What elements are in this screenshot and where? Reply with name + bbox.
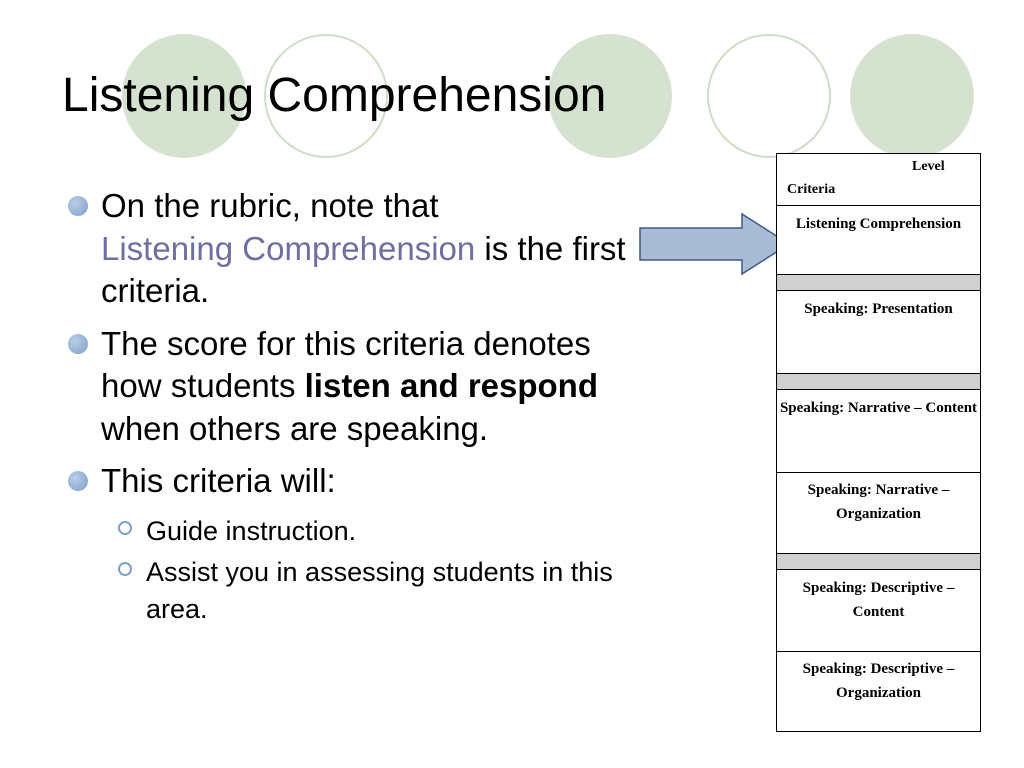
- highlight-text: Listening Comprehension: [101, 229, 476, 267]
- rubric-table: [776, 153, 981, 732]
- rubric-row: Speaking: Narrative – Content: [779, 400, 978, 416]
- table-separator: [777, 553, 980, 570]
- bullet-item: [68, 323, 658, 451]
- bullet-dot-icon: [68, 196, 88, 216]
- hollow-bullet-icon: [118, 562, 132, 576]
- sub-bullet-item: [68, 554, 658, 628]
- bold-text: listen and respond: [304, 367, 598, 404]
- decor-circle-5: [850, 34, 974, 158]
- rubric-row: Speaking: Descriptive – Content: [802, 580, 955, 620]
- rubric-row: Speaking: Descriptive – Organization: [802, 661, 955, 701]
- bullet-item: [68, 185, 658, 313]
- sub-bullet-text: Guide instruction.: [146, 515, 357, 546]
- decor-circle-4: [707, 34, 831, 158]
- bullet-text: On the rubric, note that: [101, 187, 439, 224]
- bullet-text: is the first criteria.: [101, 229, 626, 309]
- rubric-header-criteria: Criteria: [787, 182, 836, 197]
- hollow-bullet-icon: [118, 521, 132, 535]
- sub-bullet-text: Assist you in assessing students in this area.: [146, 556, 613, 624]
- right-arrow-icon: [639, 212, 791, 276]
- bullet-text: when others are speaking.: [101, 409, 489, 447]
- bullet-text: The score for this criteria denotes how students: [101, 324, 591, 404]
- rubric-row: Listening Comprehension: [795, 216, 962, 232]
- rubric-row: Speaking: Narrative – Organization: [807, 482, 950, 522]
- slide-title: Listening Comprehension: [62, 69, 607, 122]
- bullet-list: [68, 185, 658, 632]
- bullet-text: This criteria will:: [101, 462, 336, 499]
- table-separator: [777, 274, 980, 291]
- bullet-dot-icon: [68, 471, 88, 491]
- rubric-row: Speaking: Presentation: [804, 301, 953, 317]
- bullet-dot-icon: [68, 334, 88, 354]
- sub-bullet-item: [68, 513, 658, 550]
- rubric-header-level: Level: [912, 159, 945, 174]
- table-separator: [777, 373, 980, 390]
- bullet-item: [68, 460, 658, 503]
